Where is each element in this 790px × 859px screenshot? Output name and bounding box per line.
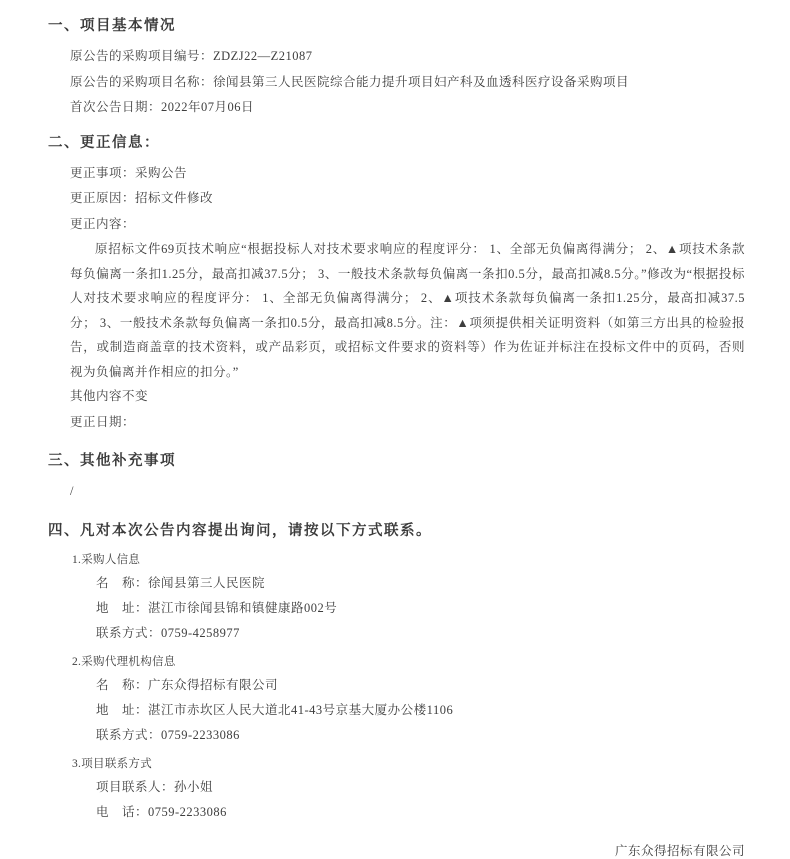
section-gap <box>48 435 745 451</box>
supplement-content: / <box>70 484 74 498</box>
project-contact-title: 3.项目联系方式 <box>72 757 153 770</box>
section-contact-info <box>48 521 745 825</box>
section-basic-info <box>48 16 745 121</box>
correction-content-label: 更正内容： <box>70 216 136 231</box>
agency-address: 地 址：湛江市赤坎区人民大道北41-43号京基大厦办公楼1106 <box>96 702 454 717</box>
correction-item: 更正事项：采购公告 <box>70 165 188 180</box>
correction-other-note: 其他内容不变 <box>70 389 149 403</box>
original-project-number: 原公告的采购项目编号：ZDZJ22—Z21087 <box>70 49 313 63</box>
section-correction-info <box>48 133 745 436</box>
agency-phone: 联系方式：0759-2233086 <box>96 727 240 742</box>
project-contact-person: 项目联系人：孙小姐 <box>96 779 214 794</box>
correction-reason: 更正原因：招标文件修改 <box>70 191 214 205</box>
original-project-name: 原公告的采购项目名称：徐闻县第三人民医院综合能力提升项目妇产科及血透科医疗设备采购项目 <box>70 74 630 89</box>
purchaser-phone: 联系方式：0759-4258977 <box>96 625 240 640</box>
purchaser-address: 地 址：湛江市徐闻县锦和镇健康路002号 <box>96 600 338 615</box>
section-gap <box>48 505 745 521</box>
correction-date-label: 更正日期： <box>70 414 136 429</box>
supplement-heading: 三、其他补充事项 <box>48 453 176 469</box>
contact-heading: 四、凡对本次公告内容提出询问，请按以下方式联系。 <box>48 522 432 539</box>
purchaser-name: 名 称：徐闻县第三人民医院 <box>96 575 266 590</box>
agency-name: 名 称：广东众得招标有限公司 <box>96 677 279 692</box>
signature-company-name: 广东众得招标有限公司 <box>614 843 745 858</box>
correction-content-body: 原招标文件69页技术响应“根据投标人对技术要求响应的程度评分： 1、全部无负偏离得满分； 2、▲项技术条款每负偏离一条扣1.25分，最高扣减37.5分； 3、一般技术条款每负偏离一条扣0.5分，最高扣减8.5分。”修改为“根据投标人对技术要求响应的程度评分： 1、全部无负偏离得满分； 2、▲项技术条款每负偏离一条扣1.25分，最高扣减37.5分； 3、一般技术条款每负偏离一条扣0.5分，最高扣减8.5分。注：▲项须提供相关证明资料（如第三方出具的检验报告，或制造商盖章的技术资料，或产品彩页，或招标文件要求的资料等）作为佐证并标注在投标文件中的页码，否则视为负偏离并作相应的扣分。” <box>70 242 745 379</box>
agency-info-title: 2.采购代理机构信息 <box>72 655 176 668</box>
purchaser-info-title: 1.采购人信息 <box>72 553 141 566</box>
first-announcement-date: 首次公告日期：2022年07月06日 <box>70 100 255 114</box>
basic-info-heading: 一、项目基本情况 <box>48 18 176 34</box>
correction-info-heading: 二、更正信息： <box>48 134 160 151</box>
project-contact-phone: 电 话：0759-2233086 <box>96 804 227 819</box>
section-supplement <box>48 451 745 505</box>
section-gap <box>48 121 745 133</box>
